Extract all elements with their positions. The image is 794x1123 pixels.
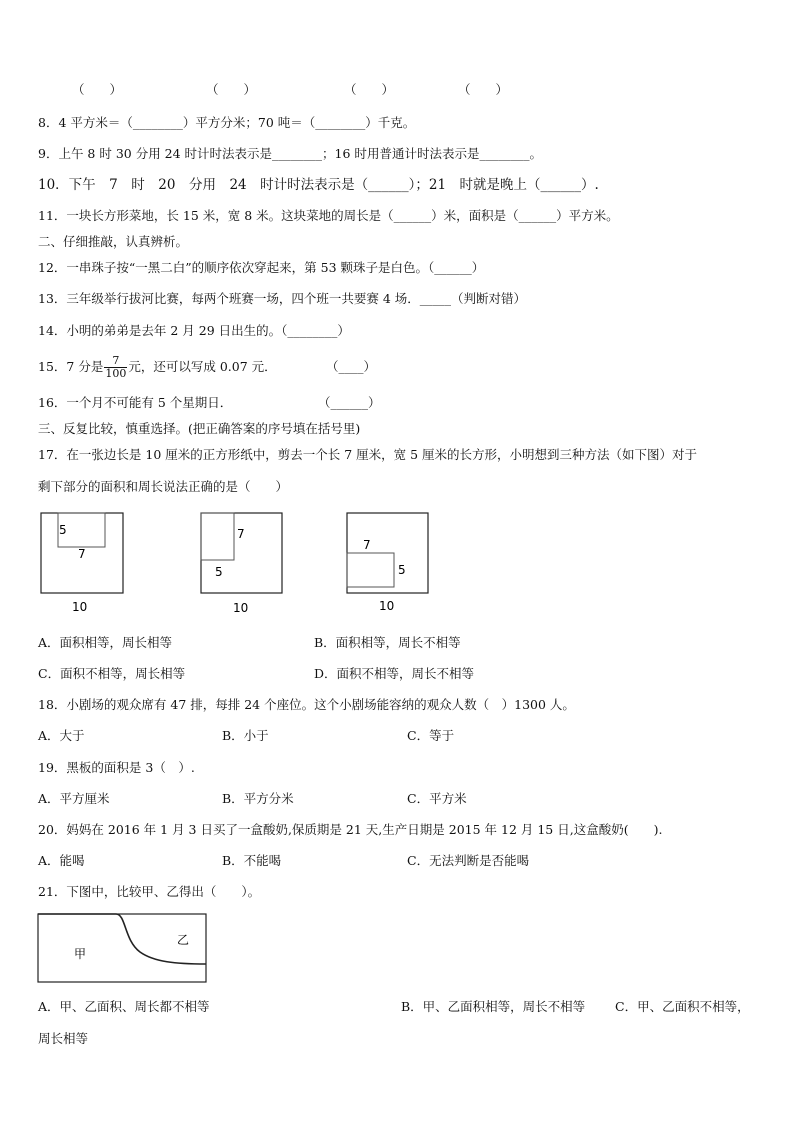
blank-3: （ ） <box>344 82 395 97</box>
fraction <box>104 355 127 380</box>
figure-3-side-label: 10 <box>379 599 395 613</box>
question-8: 8．4 平方米＝（________）平方分米；70 吨＝（________）千克。 <box>38 115 416 130</box>
figure-2-side-label: 10 <box>233 601 249 615</box>
question-11: 11．一块长方形菜地，长 15 米，宽 8 米。这块菜地的周长是（______）米，面积是（______）平方米。 <box>38 208 619 223</box>
question-17-line-2: 剩下部分的面积和周长说法正确的是（ ） <box>38 479 289 494</box>
figure-3 <box>347 513 428 613</box>
question-16: 16．一个月不可能有 5 个星期日． <box>38 395 233 410</box>
blank-2: （ ） <box>206 82 257 97</box>
section-2-heading: 二、仔细推敲，认真辨析。 <box>38 234 189 249</box>
question-17-line-1: 17．在一张边长是 10 厘米的正方形纸中，剪去一个长 7 厘米，宽 5 厘米的长方形，小明想到三种方法（如下图）对于 <box>38 447 698 462</box>
question-21-option-b: B．甲、乙面积相等，周长不相等 <box>401 999 586 1014</box>
question-19-option-c: C．平方米 <box>407 791 467 806</box>
question-16-blank: （______） <box>318 395 381 410</box>
question-17-figures <box>30 505 450 617</box>
region-jia-label: 甲 <box>74 947 87 961</box>
question-20: 20．妈妈在 2016 年 1 月 3 日买了一盒酸奶,保质期是 21 天,生产日期是 2015 年 12 月 15 日,这盒酸奶( ). <box>38 822 663 837</box>
figure-1 <box>41 513 123 614</box>
question-15-text-before: 15．7 分是 <box>38 359 104 374</box>
question-18-option-a: A．大于 <box>38 728 85 743</box>
question-19-option-b: B．平方分米 <box>222 791 294 806</box>
question-21: 21．下图中，比较甲、乙得出（ ）。 <box>38 884 261 899</box>
blank-1: （ ） <box>72 82 123 97</box>
question-10: 10．下午 7 时 20 分用 24 时计时法表示是（______）；21 时就是晚上（______）. <box>38 177 599 193</box>
question-9: 9．上午 8 时 30 分用 24 时计时法表示是________；16 时用普通计时法表示是________。 <box>38 146 542 161</box>
question-17-option-d: D．面积不相等，周长不相等 <box>314 666 475 681</box>
question-17-option-b: B．面积相等，周长不相等 <box>314 635 461 650</box>
question-21-figure <box>36 912 210 986</box>
question-19: 19．黑板的面积是 3（ ）. <box>38 760 195 775</box>
question-15-text-after: 元，还可以写成 0.07 元． <box>128 359 277 374</box>
blank-4: （ ） <box>458 82 509 97</box>
question-15 <box>38 352 277 382</box>
figure-2 <box>201 513 282 615</box>
question-12: 12．一串珠子按“一黑二白”的顺序依次穿起来，第 53 颗珠子是白色。（______） <box>38 260 485 275</box>
question-18-option-c: C．等于 <box>407 728 455 743</box>
figure-3-length-label: 7 <box>363 538 371 552</box>
question-21-option-a: A．甲、乙面积、周长都不相等 <box>38 999 210 1014</box>
figure-2-width-label: 5 <box>215 565 223 579</box>
region-yi-label: 乙 <box>177 933 190 947</box>
figure-1-length-label: 7 <box>78 547 86 561</box>
question-21-option-c-continued: 周长相等 <box>38 1031 89 1046</box>
question-14: 14．小明的弟弟是去年 2 月 29 日出生的。（________） <box>38 323 350 338</box>
figure-2-length-label: 7 <box>237 527 245 541</box>
section-3-heading: 三、反复比较，慎重选择。(把正确答案的序号填在括号里) <box>38 421 361 436</box>
question-20-option-b: B．不能喝 <box>222 853 282 868</box>
fraction-numerator: 7 <box>104 355 127 368</box>
question-13: 13．三年级举行拔河比赛，每两个班赛一场，四个班一共要赛 4 场．_____（判断对错） <box>38 291 527 306</box>
question-17-option-c: C．面积不相等，周长相等 <box>38 666 186 681</box>
question-18: 18．小剧场的观众席有 47 排，每排 24 个座位。这个小剧场能容纳的观众人数（ ）1300 人。 <box>38 697 575 712</box>
fraction-denominator: 100 <box>105 367 127 380</box>
figure-1-side-label: 10 <box>72 600 88 614</box>
question-17-option-a: A．面积相等，周长相等 <box>38 635 173 650</box>
question-15-blank: （____） <box>326 359 377 374</box>
figure-3-width-label: 5 <box>398 563 406 577</box>
question-20-option-a: A．能喝 <box>38 853 85 868</box>
figure-1-width-label: 5 <box>59 523 67 537</box>
question-20-option-c: C．无法判断是否能喝 <box>407 853 530 868</box>
question-21-option-c: C．甲、乙面积不相等， <box>615 999 750 1014</box>
question-18-option-b: B．小于 <box>222 728 269 743</box>
question-19-option-a: A．平方厘米 <box>38 791 110 806</box>
